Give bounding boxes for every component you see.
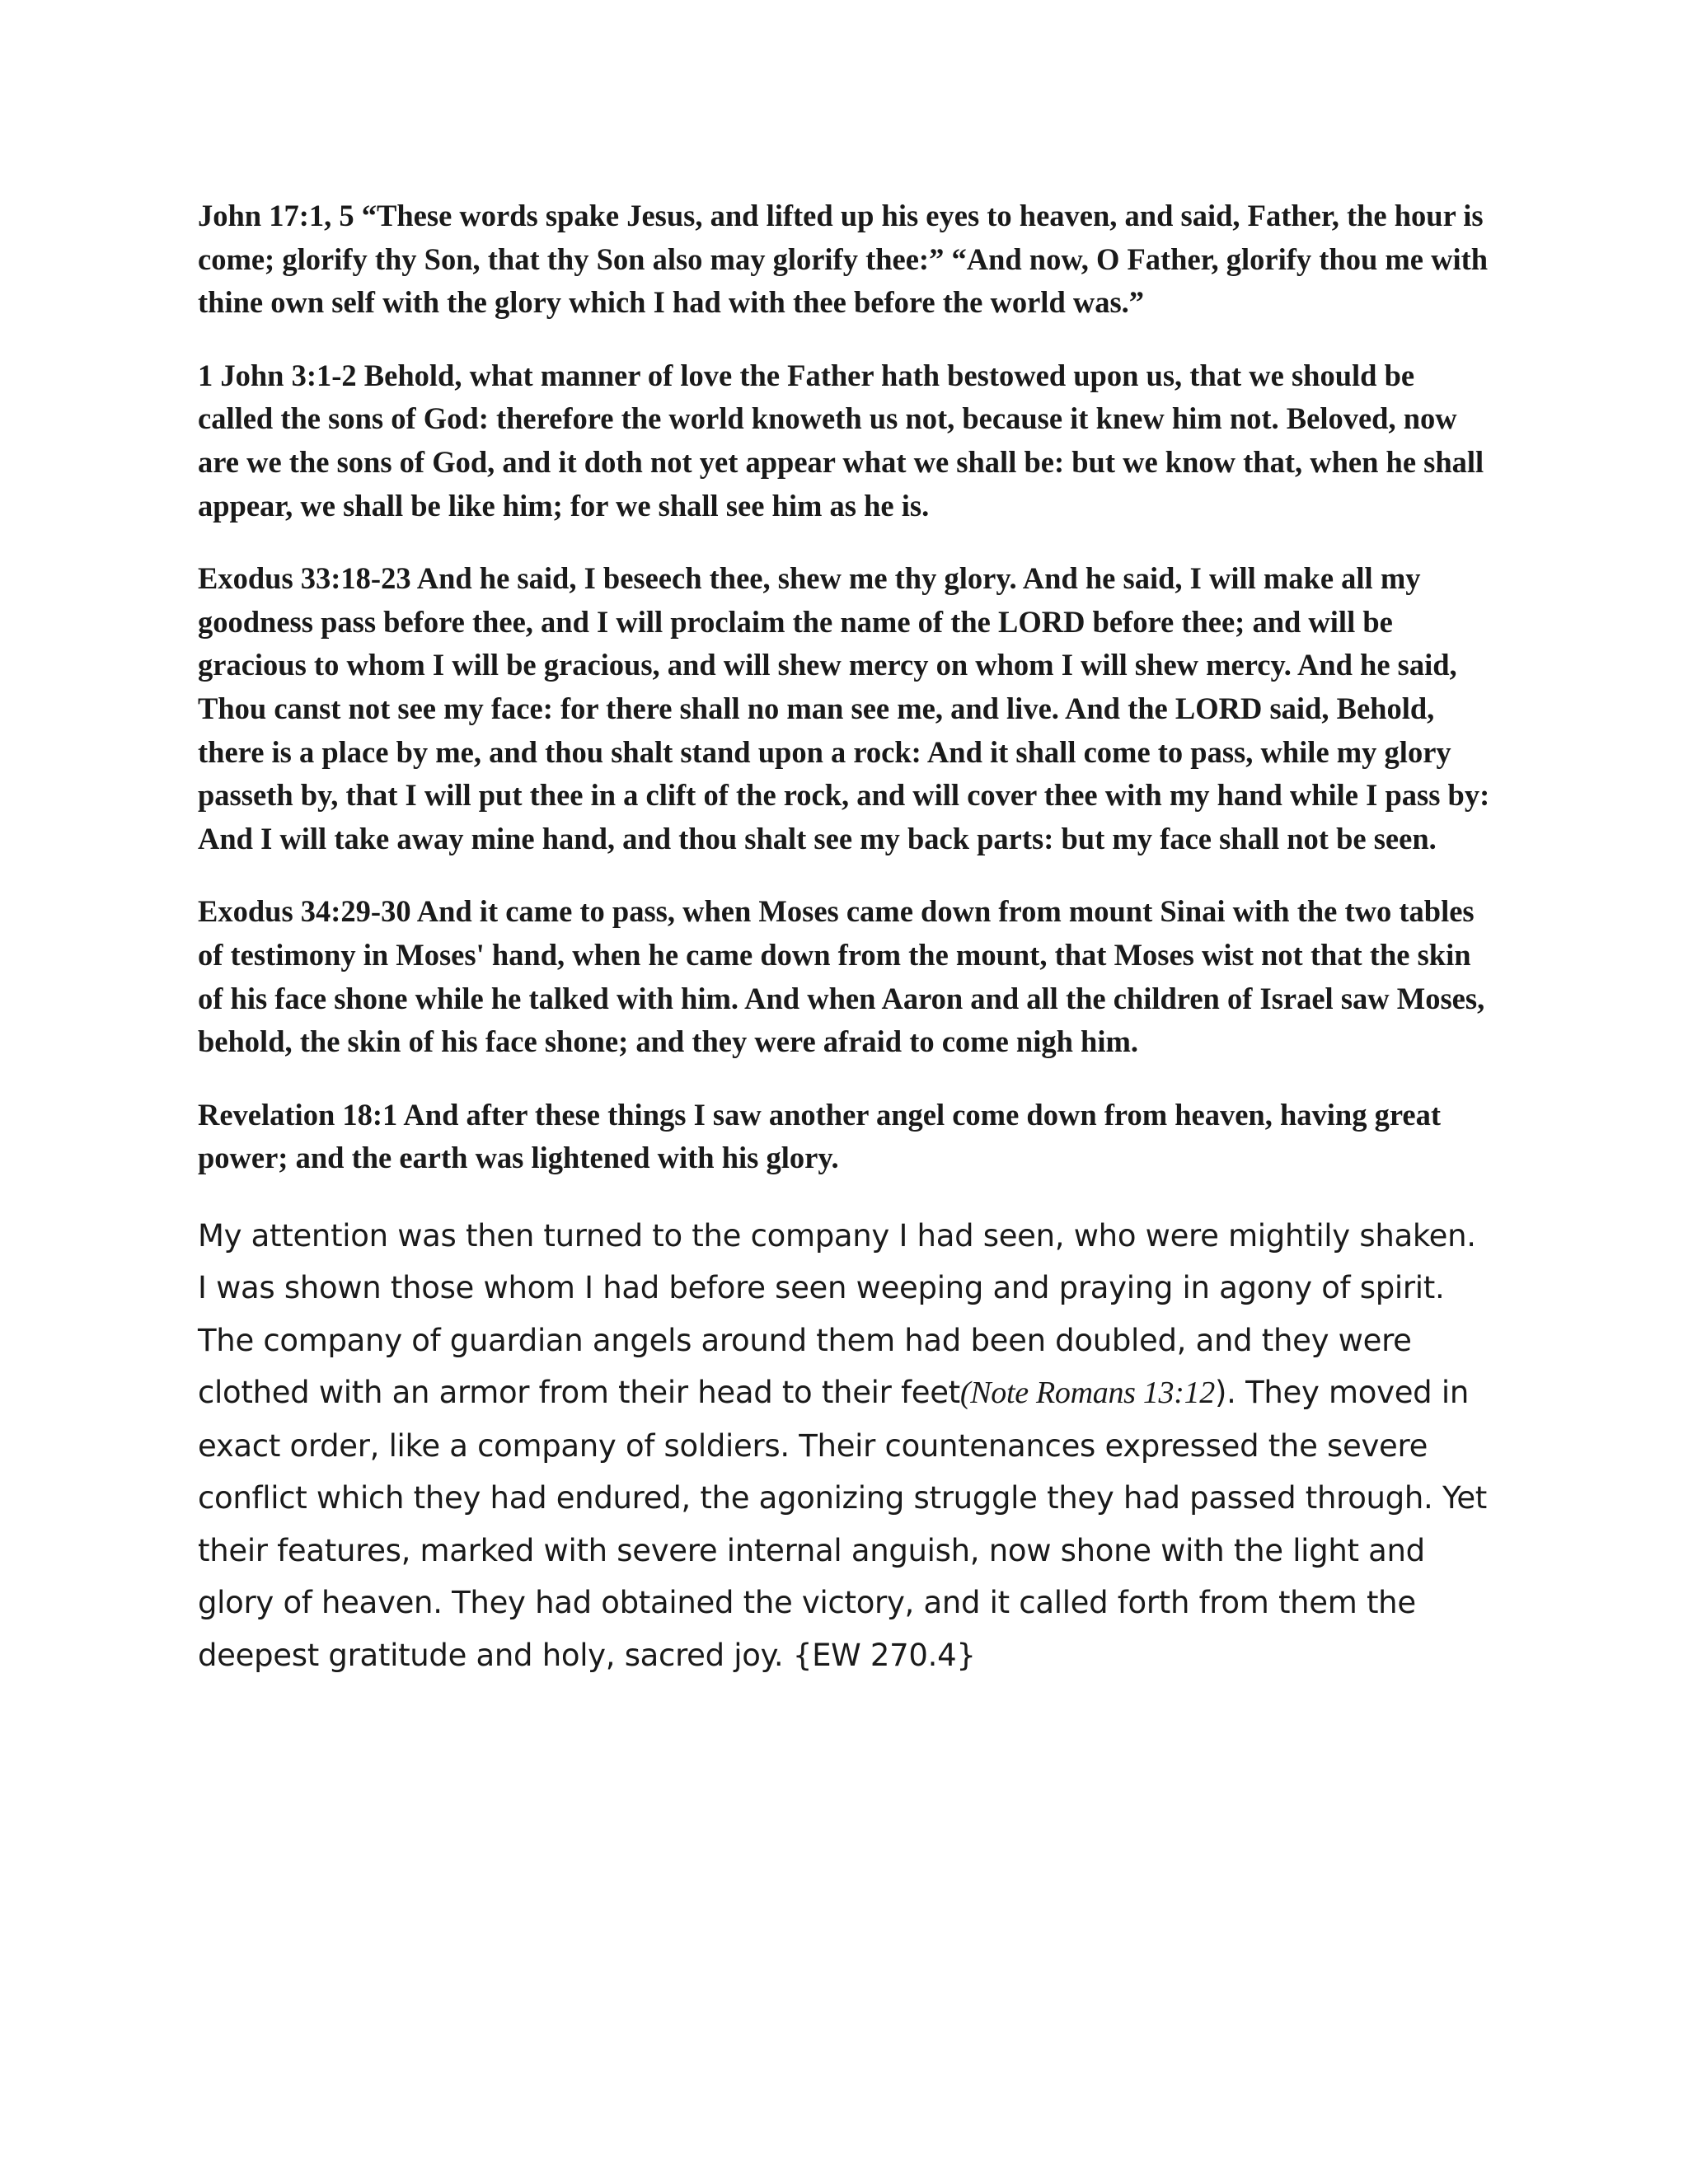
verse-reference: Exodus 33:18-23 [198,561,411,596]
verse-text: “These words spake Jesus, and lifted up his eyes to heaven, and said, Father, the hour is come; glorify thy Son, that thy Son also may glorify thee:” “And now, O Father, glorify thou me with thine own self with the glory which I had with thee before the world was.” [198,199,1489,320]
document-page [198,194,1492,1681]
commentary-text-start: My attention was then turned to the company I had seen, who were mightily shaken. I was shown those whom I had before seen weeping and praying in agony of spirit. The company of guardian angels around them had been doubled, and they were clothed with an armor from their head to their feet [198,1217,1476,1411]
verse-text: And he said, I beseech thee, shew me thy glory. And he said, I will make all my goodness pass before thee, and I will proclaim the name of the LORD before thee; and will be gracious to whom I will be gracious, and will shew mercy on whom I will shew mercy. And he said, Thou canst not see my face: for there shall no man see me, and live. And the LORD said, Behold, there is a place by me, and thou shalt stand upon a rock: And it shall come to pass, while my glory passeth by, that I will put thee in a clift of the rock, and will cover thee with my hand while I pass by: And I will take away mine hand, and thou shalt see my back parts: but my face shall not be seen. [198,561,1490,855]
commentary-text-end: ). They moved in exact order, like a company of soldiers. Their countenances expressed the severe conflict which they had endured, the agonizing struggle they had passed through. Yet their features, marked with severe internal anguish, now shone with the light and glory of heaven. They had obtained the victory, and it called forth from them the deepest gratitude and holy, sacred joy. {EW 270.4} [198,1375,1488,1673]
verse-text: And after these things I saw another angel come down from heaven, having great power; and the earth was lightened with his glory. [198,1097,1441,1175]
scripture-note: (Note Romans 13:12 [959,1376,1216,1411]
verse-exodus-34 [198,890,1492,1063]
verse-revelation-18 [198,1094,1492,1180]
verse-john-17 [198,194,1492,325]
commentary-paragraph [198,1210,1492,1682]
verse-reference: Revelation 18:1 [198,1097,398,1132]
verse-reference: John 17:1, 5 [198,199,354,232]
verse-text: And it came to pass, when Moses came down from mount Sinai with the two tables of testimony in Moses' hand, when he came down from the mount, that Moses wist not that the skin of his face shone while he talked with him. And when Aaron and all the children of Israel saw Moses, behold, the skin of his face shone; and they were afraid to come nigh him. [198,894,1485,1059]
verse-reference: 1 John 3:1-2 [198,358,357,392]
verse-1-john-3 [198,354,1492,527]
verse-reference: Exodus 34:29-30 [198,894,411,929]
verse-exodus-33 [198,557,1492,860]
verse-text: Behold, what manner of love the Father hath bestowed upon us, that we should be called the sons of God: therefore the world knoweth us not, because it knew him not. Beloved, now are we the sons of God, and it doth not yet appear what we shall be: but we know that, when he shall appear, we shall be like him; for we shall see him as he is. [198,358,1484,523]
